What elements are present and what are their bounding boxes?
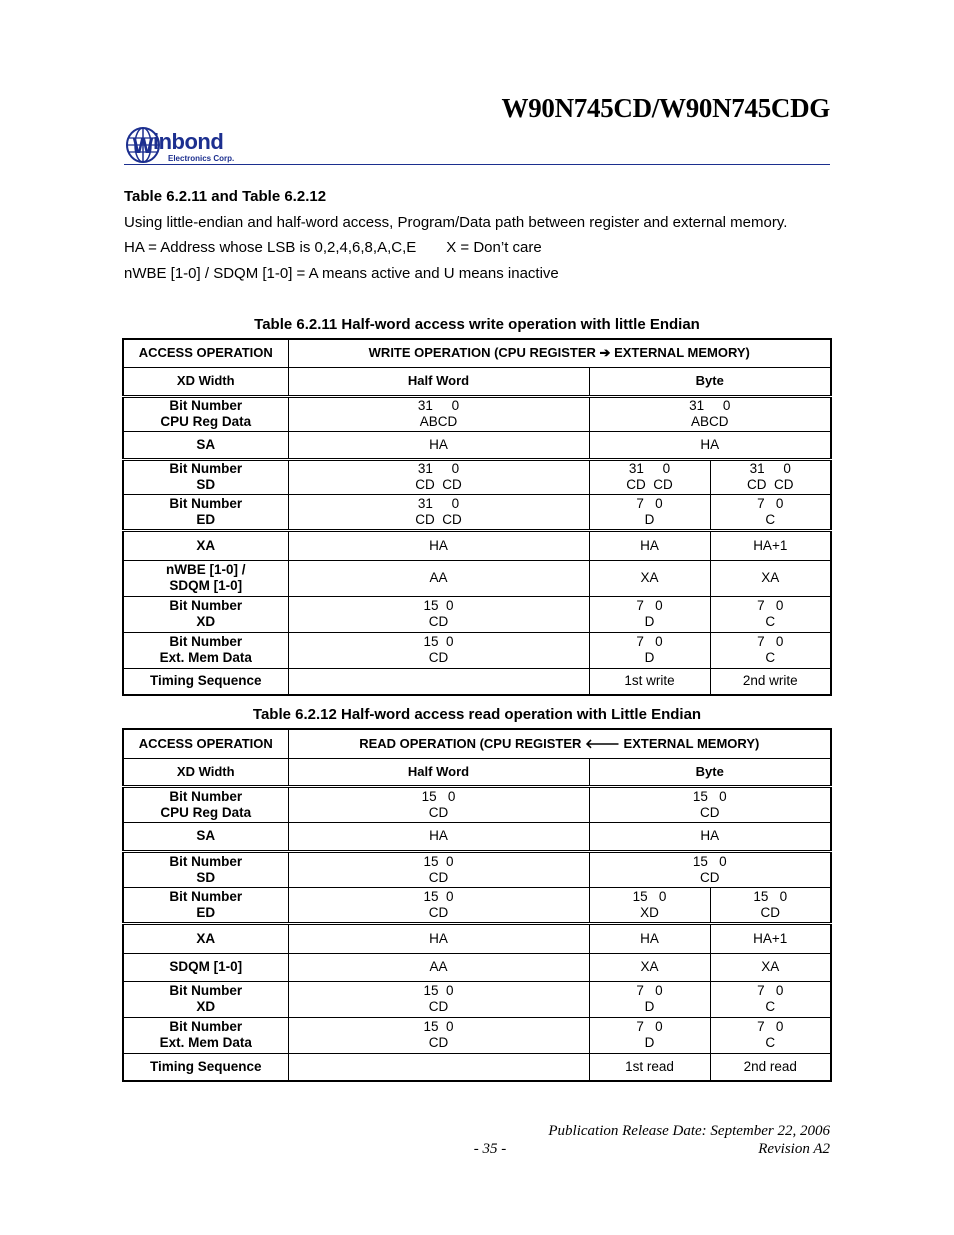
cell: HA (288, 923, 589, 953)
table2-caption: Table 6.2.12 Half-word access read operation with Little Endian (252, 706, 702, 723)
table-row (123, 431, 831, 459)
cell: 7 0 D (589, 494, 710, 530)
access-operation-label: ACCESS OPERATION (123, 729, 288, 758)
half-word-header: Half Word (288, 367, 589, 396)
half-word-header: Half Word (288, 758, 589, 786)
row-label: Bit Number XD (123, 596, 288, 632)
cell: 7 0 C (710, 632, 831, 668)
table-row (123, 339, 831, 367)
intro-text (124, 187, 844, 289)
table-row (123, 887, 831, 923)
cell (288, 668, 589, 695)
cell: 31 0 CD CD (288, 494, 589, 530)
publication-release-date: Publication Release Date: September 22, 2006 (548, 1123, 830, 1139)
row-label: Bit Number XD (123, 981, 288, 1017)
xd-width-label: XD Width (123, 367, 288, 396)
row-label: SA (123, 822, 288, 851)
logo-subtitle: Electronics Corp. (168, 154, 235, 163)
table-row (123, 786, 831, 822)
row-label: nWBE [1-0] / SDQM [1-0] (123, 560, 288, 596)
cell: 15 0 CD (288, 786, 589, 822)
row-label: Bit Number SD (123, 459, 288, 494)
table-row (123, 953, 831, 981)
intro-line-1: Using little-endian and half-word access, Program/Data path between register and external memory. (124, 213, 788, 231)
cell (288, 1053, 589, 1081)
cell: AA (288, 560, 589, 596)
cell: 15 0 CD (589, 786, 831, 822)
table-row (123, 596, 831, 632)
table-row (123, 923, 831, 953)
cell: HA (288, 530, 589, 560)
intro-line-3: nWBE [1-0] / SDQM [1-0] = A means active and U means inactive (124, 264, 559, 282)
cell: 15 0 CD (288, 981, 589, 1017)
cell: 7 0 C (710, 596, 831, 632)
cell: XA (710, 560, 831, 596)
table-row (123, 729, 831, 758)
cell: 15 0 CD (710, 887, 831, 923)
cell: HA+1 (710, 530, 831, 560)
arrow-left-icon: 🡐 (585, 735, 620, 751)
row-label: Bit Number SD (123, 851, 288, 887)
cell: HA (288, 822, 589, 851)
byte-header: Byte (589, 367, 831, 396)
intro-x-definition: X = Don’t care (446, 239, 542, 256)
cell: 31 0 ABCD (288, 396, 589, 431)
header-rule (124, 164, 830, 165)
row-label: XA (123, 530, 288, 560)
intro-line-2 (124, 238, 844, 264)
intro-heading: Table 6.2.11 and Table 6.2.12 (124, 188, 327, 205)
table2-read-operation (122, 728, 832, 1082)
row-label: Bit Number Ext. Mem Data (123, 632, 288, 668)
cell: 15 0 CD (589, 851, 831, 887)
logo-wordmark: inbond (153, 129, 224, 154)
cell: HA (589, 530, 710, 560)
table-row (123, 530, 831, 560)
cell: 1st read (589, 1053, 710, 1081)
cell: XA (710, 953, 831, 981)
page-number: - 35 - (473, 1141, 507, 1157)
cell: 2nd write (710, 668, 831, 695)
row-label: Bit Number ED (123, 494, 288, 530)
cell: 7 0 D (589, 981, 710, 1017)
cell: HA (589, 822, 831, 851)
table-row (123, 632, 831, 668)
cell: 7 0 D (589, 596, 710, 632)
cell: 15 0 CD (288, 596, 589, 632)
cell: HA (589, 923, 710, 953)
cell: 7 0 D (589, 1017, 710, 1053)
cell: 7 0 C (710, 494, 831, 530)
cell: AA (288, 953, 589, 981)
cell: 31 0 ABCD (589, 396, 831, 431)
intro-ha-definition: HA = Address whose LSB is 0,2,4,6,8,A,C,E (124, 239, 417, 256)
row-label: Bit Number Ext. Mem Data (123, 1017, 288, 1053)
row-label: XA (123, 923, 288, 953)
table-row (123, 459, 831, 494)
table-row (123, 668, 831, 695)
table-row (123, 758, 831, 786)
cell: XA (589, 953, 710, 981)
cell: 15 0 CD (288, 887, 589, 923)
table-row (123, 981, 831, 1017)
document-title: W90N745CD/W90N745CDG (501, 93, 830, 123)
xd-width-label: XD Width (123, 758, 288, 786)
cell: HA (589, 431, 831, 459)
cell: 7 0 C (710, 1017, 831, 1053)
cell: 7 0 D (589, 632, 710, 668)
cell: 15 0 CD (288, 851, 589, 887)
table-row (123, 367, 831, 396)
table-row (123, 822, 831, 851)
cell: 2nd read (710, 1053, 831, 1081)
cell: HA+1 (710, 923, 831, 953)
row-label: SDQM [1-0] (123, 953, 288, 981)
cell: 31 0 CD CD (710, 459, 831, 494)
table-row (123, 851, 831, 887)
table-row (123, 1053, 831, 1081)
cell: 7 0 C (710, 981, 831, 1017)
cell: 31 0 CD CD (288, 459, 589, 494)
revision: Revision A2 (758, 1141, 830, 1157)
write-operation-header: WRITE OPERATION (CPU REGISTER ➔ EXTERNAL MEMORY) (288, 339, 831, 367)
row-label: Bit Number CPU Reg Data (123, 786, 288, 822)
access-operation-label: ACCESS OPERATION (123, 339, 288, 367)
table-row (123, 396, 831, 431)
winbond-logo (126, 126, 256, 166)
cell: 1st write (589, 668, 710, 695)
byte-header: Byte (589, 758, 831, 786)
row-label: SA (123, 431, 288, 459)
row-label: Timing Sequence (123, 668, 288, 695)
read-operation-header: READ OPERATION (CPU REGISTER 🡐 EXTERNAL MEMORY) (288, 729, 831, 758)
row-label: Bit Number ED (123, 887, 288, 923)
table-row (123, 494, 831, 530)
cell: HA (288, 431, 589, 459)
cell: 31 0 CD CD (589, 459, 710, 494)
row-label: Timing Sequence (123, 1053, 288, 1081)
table1-write-operation (122, 338, 832, 696)
cell: 15 0 CD (288, 632, 589, 668)
logo-initial: W (132, 133, 154, 158)
table1-caption: Table 6.2.11 Half-word access write operation with little Endian (254, 316, 700, 333)
cell: 15 0 CD (288, 1017, 589, 1053)
arrow-right-icon: ➔ (599, 345, 611, 361)
table-row (123, 1017, 831, 1053)
row-label: Bit Number CPU Reg Data (123, 396, 288, 431)
cell: XA (589, 560, 710, 596)
table-row (123, 560, 831, 596)
cell: 15 0 XD (589, 887, 710, 923)
